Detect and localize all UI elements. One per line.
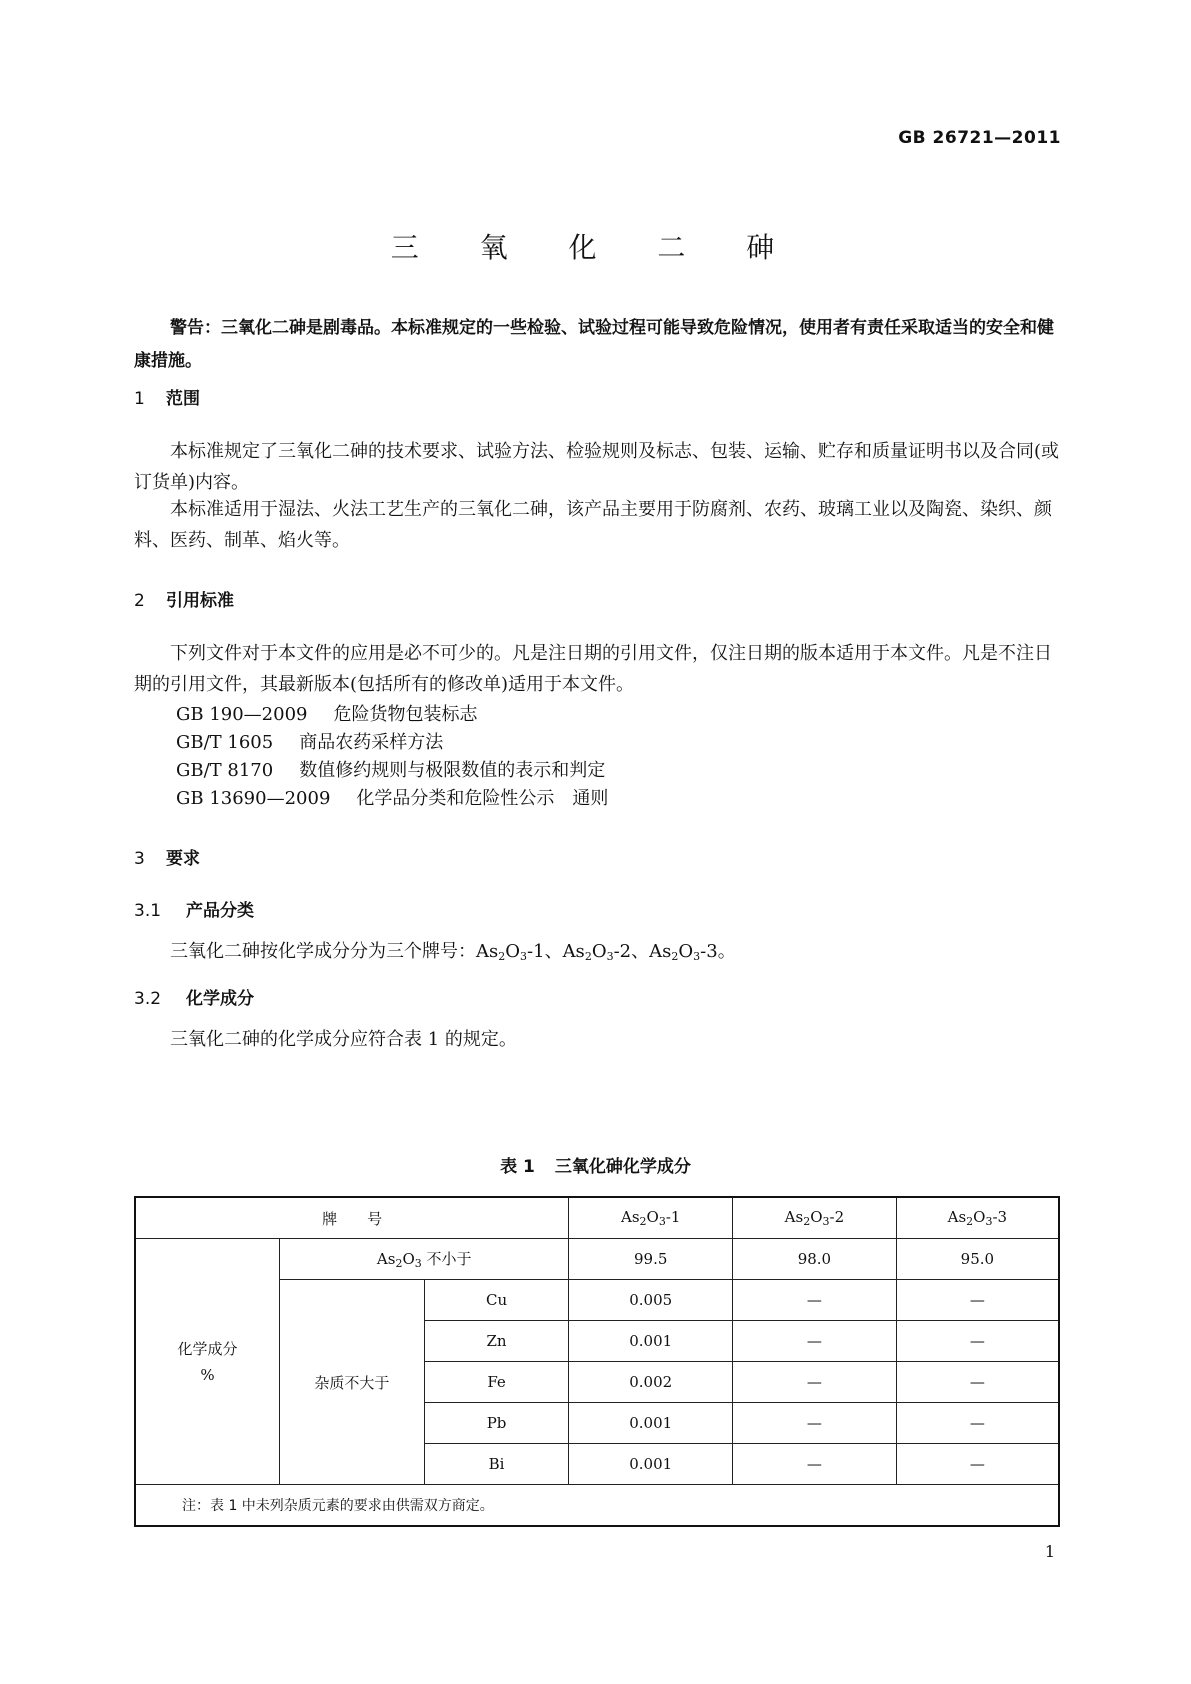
grade-label: $As_2O_3-1$ <box>476 941 545 963</box>
scope-paragraph-2: 本标准适用于湿法、火法工艺生产的三氧化二砷，该产品主要用于防腐剂、农药、玻璃工业以及陶瓷、染织、颜料、医药、制革、焰火等。 <box>134 499 1052 551</box>
element-cell: Pb <box>424 1403 569 1444</box>
section-heading-requirements <box>134 844 200 869</box>
section-heading-scope <box>134 384 200 409</box>
element-cell: Fe <box>424 1362 569 1403</box>
classification-paragraph: 三氧化二砷按化学成分分为三个牌号：$As_2O_3-1$、$As_2O_3-2$、$As_2O_3-3$。 <box>170 941 736 963</box>
table-cell: — <box>733 1321 897 1362</box>
table-cell: — <box>733 1444 897 1485</box>
section-number: 1 <box>134 389 145 409</box>
section-number: 3.2 <box>134 989 162 1009</box>
table-cell: 0.005 <box>569 1280 733 1321</box>
element-cell: Cu <box>424 1280 569 1321</box>
grade-label: $As_2O_3-2$ <box>562 941 632 963</box>
table-cell: 0.001 <box>569 1321 733 1362</box>
reference-item <box>176 700 478 726</box>
section-title: 引用标准 <box>166 591 234 611</box>
table-cell: — <box>896 1321 1059 1362</box>
section-number: 3.1 <box>134 901 162 921</box>
table-cell: — <box>733 1403 897 1444</box>
grade-label: $As_2O_3-3$ <box>649 941 718 963</box>
reference-title: 化学品分类和危险性公示 通则 <box>356 788 609 809</box>
main-content-label: $As_2O_3$ 不小于 <box>280 1239 569 1280</box>
table-cell: 0.001 <box>569 1403 733 1444</box>
subsection-heading-classification <box>134 896 254 921</box>
grade-column-header: $As_2O_3-2$ <box>733 1197 897 1239</box>
document-title: 三 氧 化 二 砷 <box>390 231 801 264</box>
table-cell: 98.0 <box>733 1239 897 1280</box>
reference-item <box>176 728 443 754</box>
references-paragraph: 下列文件对于本文件的应用是必不可少的。凡是注日期的引用文件，仅注日期的版本适用于本文件。凡是不注日期的引用文件，其最新版本(包括所有的修改单)适用于本文件。 <box>134 643 1052 695</box>
table-cell: 0.002 <box>569 1362 733 1403</box>
table-cell: — <box>896 1444 1059 1485</box>
reference-code: GB/T 8170 <box>176 760 274 781</box>
composition-table <box>134 1196 1060 1527</box>
section-number: 2 <box>134 591 145 611</box>
element-cell: Bi <box>424 1444 569 1485</box>
reference-item <box>176 784 608 810</box>
impurity-label: 杂质不大于 <box>280 1280 425 1485</box>
reference-code: GB/T 1605 <box>176 732 274 753</box>
reference-code: GB 190—2009 <box>176 704 308 725</box>
reference-title: 危险货物包装标志 <box>333 704 478 725</box>
composition-paragraph: 三氧化二砷的化学成分应符合表 1 的规定。 <box>170 1029 517 1050</box>
grade-header-cell: 牌 号 <box>135 1197 569 1239</box>
table-cell: — <box>896 1403 1059 1444</box>
subsection-heading-composition <box>134 984 254 1009</box>
section-heading-references <box>134 586 234 611</box>
classification-text: 三氧化二砷按化学成分分为三个牌号： <box>170 941 476 962</box>
reference-title: 商品农药采样方法 <box>299 732 444 753</box>
table-cell: 0.001 <box>569 1444 733 1485</box>
percent-unit: % <box>200 1365 215 1384</box>
table-note: 注：表 1 中未列杂质元素的要求由供需双方商定。 <box>135 1485 1059 1527</box>
table-title: 三氧化砷化学成分 <box>554 1157 691 1177</box>
chemical-composition-label: 化学成分 % <box>135 1239 280 1485</box>
grade-column-header: $As_2O_3-3$ <box>896 1197 1059 1239</box>
warning-paragraph: 警告：三氧化二砷是剧毒品。本标准规定的一些检验、试验过程可能导致危险情况，使用者有责任采取适当的安全和健康措施。 <box>134 318 1054 371</box>
table-note-row <box>135 1485 1059 1527</box>
grade-column-header: $As_2O_3-1$ <box>569 1197 733 1239</box>
scope-paragraph-1: 本标准规定了三氧化二砷的技术要求、试验方法、检验规则及标志、包装、运输、贮存和质量证明书以及合同(或订货单)内容。 <box>134 441 1060 493</box>
table-caption <box>0 1152 1191 1177</box>
section-title: 产品分类 <box>186 901 254 921</box>
table-cell: — <box>896 1280 1059 1321</box>
table-cell: — <box>733 1280 897 1321</box>
table-cell: — <box>733 1362 897 1403</box>
section-number: 3 <box>134 849 145 869</box>
table-cell: — <box>896 1362 1059 1403</box>
table-cell: 99.5 <box>569 1239 733 1280</box>
section-title: 范围 <box>166 389 200 409</box>
section-title: 要求 <box>166 849 200 869</box>
standard-code: GB 26721—2011 <box>898 128 1061 148</box>
reference-item <box>176 756 605 782</box>
element-cell: Zn <box>424 1321 569 1362</box>
table-cell: 95.0 <box>896 1239 1059 1280</box>
table-header-row <box>135 1197 1059 1239</box>
page-number: 1 <box>1044 1542 1055 1561</box>
table-number: 表 1 <box>500 1157 535 1177</box>
reference-code: GB 13690—2009 <box>176 788 331 809</box>
reference-title: 数值修约规则与极限数值的表示和判定 <box>299 760 606 781</box>
section-title: 化学成分 <box>186 989 254 1009</box>
table-row <box>135 1239 1059 1280</box>
